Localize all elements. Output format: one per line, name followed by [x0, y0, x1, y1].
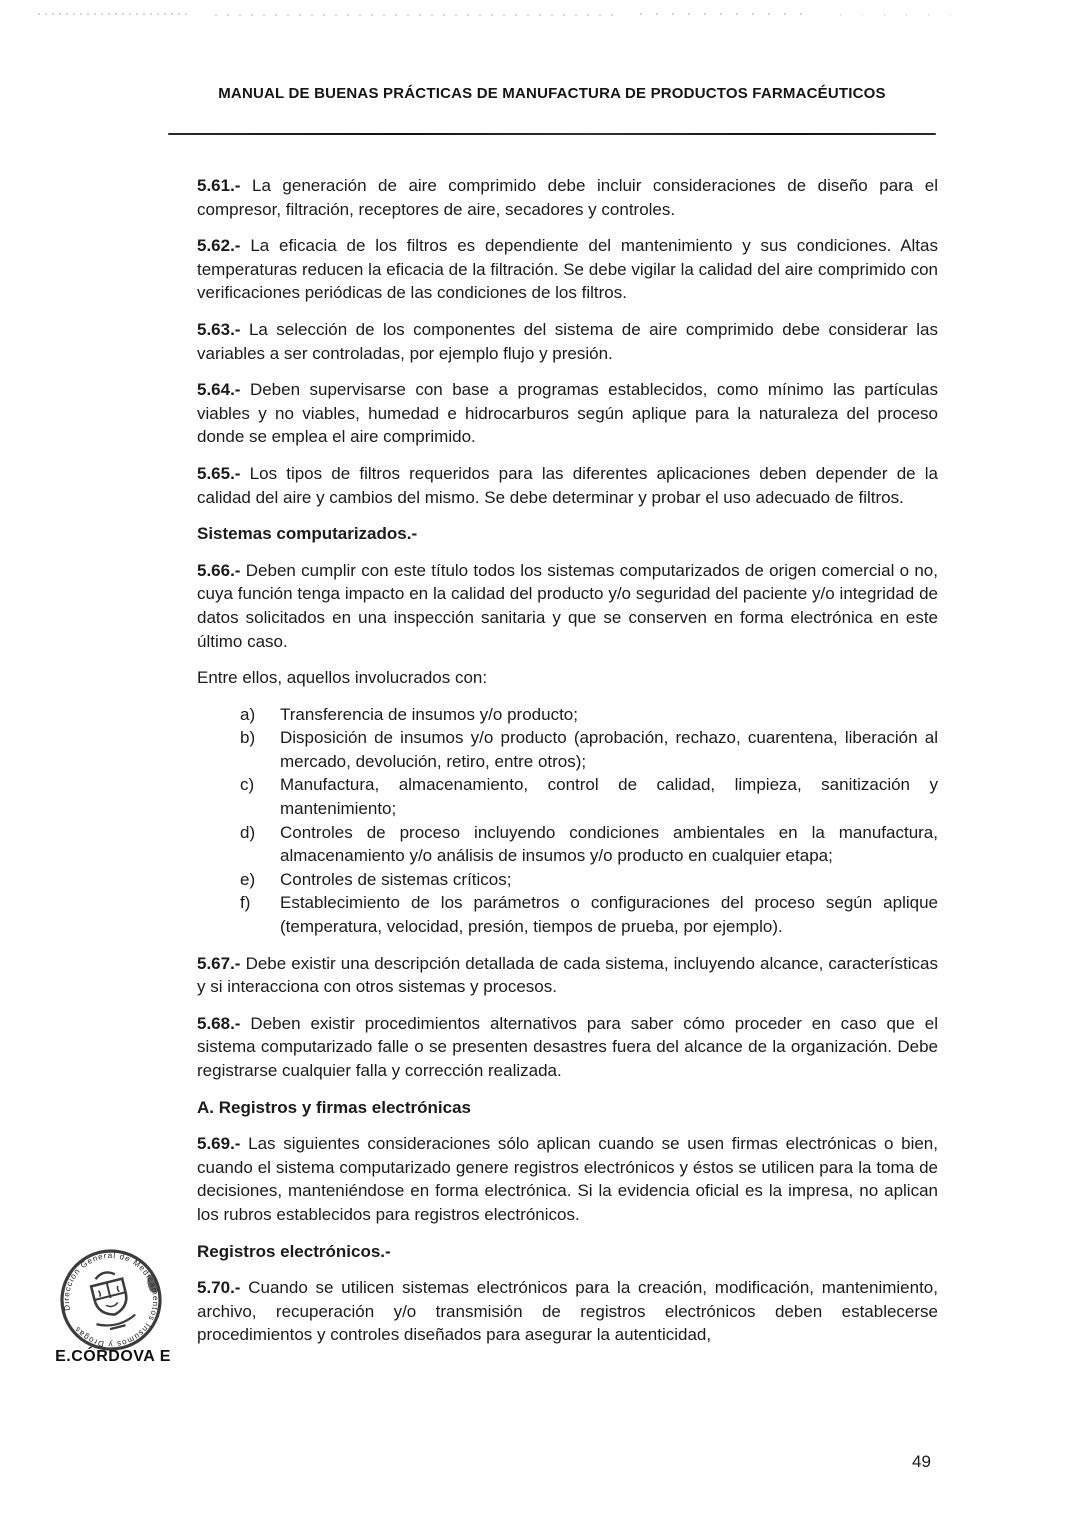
clause-number: 5.61.-	[197, 176, 241, 195]
clause-text: Cuando se utilicen sistemas electrónicos para la creación, modificación, mantenimiento, archivo, recuperación y/o transmisión de registros electrónicos deben establecerse procedimientos y controles diseñados para asegurar la autenticidad,	[197, 1278, 938, 1345]
list-letter: e)	[240, 869, 256, 889]
clause-text: Los tipos de filtros requeridos para las diferentes aplicaciones deben depender de la calidad del aire y cambios del mismo. Se debe determinar y probar el uso adecuado de filtros.	[197, 463, 938, 507]
svg-text:Dirección General de Medicamen	[53, 1246, 171, 1358]
list-letter: a)	[240, 704, 256, 724]
page-number: 49	[912, 1452, 931, 1471]
paragraph-5-67	[197, 952, 938, 999]
clause-text: Deben existir procedimientos alternativos para saber cómo proceder en caso que el sistema computarizado falle o se presenten desastres fuera del alcance de la organización. Debe registrarse cualquier falla y corrección realizada.	[197, 1013, 938, 1080]
scan-noise	[215, 14, 615, 16]
header-divider	[168, 133, 936, 135]
list-item-a	[240, 703, 938, 727]
paragraph-5-65	[197, 462, 938, 509]
clause-text: La selección de los componentes del sistema de aire comprimido debe considerar las variables a ser controladas, por ejemplo flujo y presión.	[197, 319, 938, 363]
paragraph-5-70	[197, 1276, 938, 1347]
list-item-text: Transferencia de insumos y/o producto;	[280, 704, 578, 724]
clause-text: Deben supervisarse con base a programas establecidos, como mínimo las partículas viables y no viables, humedad e hidrocarburos según aplique para la naturaleza del proceso donde se emplea el aire comprimido.	[197, 380, 938, 447]
clause-number: 5.64.-	[197, 380, 241, 400]
page-header-title: MANUAL DE BUENAS PRÁCTICAS DE MANUFACTURA DE PRODUCTOS FARMACÉUTICOS	[218, 85, 886, 102]
scan-noise	[38, 13, 188, 15]
lettered-list	[197, 703, 938, 939]
paragraph-5-68	[197, 1012, 938, 1083]
paragraph-5-64	[197, 378, 938, 449]
list-item-d	[240, 821, 938, 868]
clause-number: 5.65.-	[197, 463, 241, 483]
section-heading-registros-firmas: A. Registros y firmas electrónicas	[197, 1097, 472, 1117]
clause-number: 5.62.-	[197, 236, 241, 256]
section-heading-registros-electronicos: Registros electrónicos.-	[197, 1241, 391, 1261]
list-item-text: Establecimiento de los parámetros o configuraciones del proceso según aplique (temperatura, velocidad, presión, tiempos de prueba, por ejemplo).	[280, 893, 938, 937]
clause-number: 5.63.-	[197, 319, 241, 339]
list-item-text: Controles de sistemas críticos;	[280, 869, 512, 889]
stamp-signature: E.CÓRDOVA E	[55, 1348, 171, 1365]
paragraph-5-61	[197, 174, 938, 221]
section-heading-sistemas-computarizados: Sistemas computarizados.-	[197, 524, 418, 544]
paragraph-5-63	[197, 318, 938, 365]
list-intro: Entre ellos, aquellos involucrados con:	[197, 668, 488, 688]
clause-number: 5.68.-	[197, 1013, 241, 1033]
clause-text: La generación de aire comprimido debe incluir consideraciones de diseño para el compresor, filtración, receptores de aire, secadores y controles.	[197, 176, 938, 219]
list-item-c	[240, 773, 938, 820]
list-letter: c)	[240, 775, 255, 795]
clause-text: Las siguientes consideraciones sólo aplican cuando se usen firmas electrónicas o bien, cuando el sistema computarizado genere registros electrónicos y éstos se utilicen para la toma de decisiones, manteniéndose en forma electrónica. Si la evidencia oficial es la impresa, no aplican los rubros establecidos para registros electrónicos.	[197, 1134, 938, 1224]
official-stamp	[48, 1246, 178, 1366]
scan-noise	[640, 13, 810, 15]
list-item-b	[240, 726, 938, 773]
list-item-f	[240, 891, 938, 938]
seal-arc-text: Dirección General de Medicamentos Insumos y Drogas	[61, 1250, 161, 1350]
clause-number: 5.69.-	[197, 1134, 241, 1154]
clause-number: 5.66.-	[197, 560, 241, 580]
list-letter: f)	[240, 893, 251, 913]
paragraph-5-66	[197, 559, 938, 653]
clause-text: Debe existir una descripción detallada de cada sistema, incluyendo alcance, características y si interacciona con otros sistemas y procesos.	[197, 953, 939, 997]
list-letter: b)	[240, 728, 256, 748]
paragraph-5-62	[197, 234, 938, 305]
list-item-e	[240, 868, 938, 892]
list-letter: d)	[240, 822, 256, 842]
document-content	[197, 174, 938, 1360]
list-item-text: Disposición de insumos y/o producto (aprobación, rechazo, cuarentena, liberación al mercado, devolución, retiro, entre otros);	[280, 728, 938, 771]
list-item-text: Manufactura, almacenamiento, control de calidad, limpieza, sanitización y mantenimiento;	[280, 775, 938, 819]
clause-number: 5.70.-	[197, 1278, 241, 1298]
clause-text: La eficacia de los filtros es dependiente del mantenimiento y sus condiciones. Altas temperaturas reducen la eficacia de la filtración. Se debe vigilar la calidad del aire comprimido con verificaciones periódicas de las condiciones de los filtros.	[197, 236, 938, 303]
circular-seal-icon	[53, 1246, 173, 1358]
paragraph-5-69	[197, 1132, 938, 1226]
scan-noise	[840, 14, 960, 16]
clause-text: Deben cumplir con este título todos los sistemas computarizados de origen comercial o no, cuya función tenga impacto en la calidad del producto y/o seguridad del paciente y/o integridad de datos solicitados en una inspección sanitaria y que se conserven en forma electrónica en este último caso.	[197, 560, 938, 651]
list-item-text: Controles de proceso incluyendo condiciones ambientales en la manufactura, almacenamiento y/o análisis de insumos y/o producto en cualquier etapa;	[280, 822, 938, 866]
clause-number: 5.67.-	[197, 953, 241, 973]
